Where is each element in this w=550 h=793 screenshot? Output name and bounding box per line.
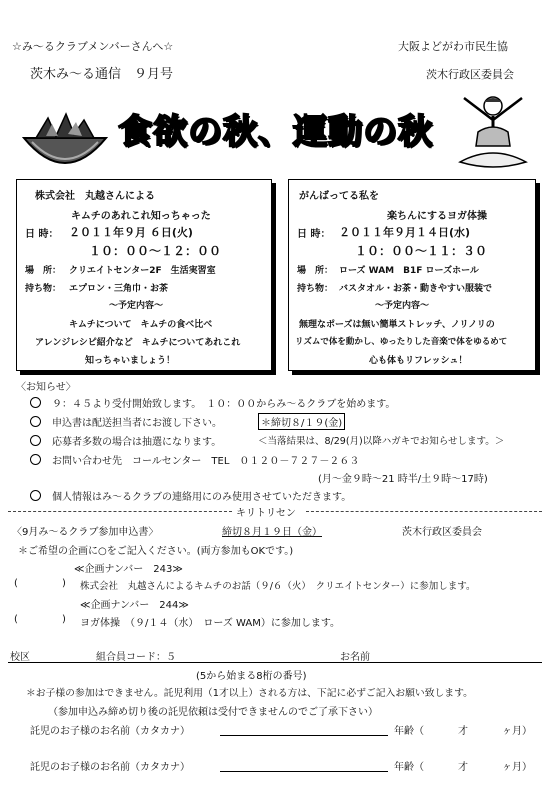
newsletter-title: 茨木み～る通信 ９月号 xyxy=(30,67,174,82)
plan1-label: 株式会社 丸越さんによるキムチのお話（９/６（火） クリエイトセンター）に参加します。 xyxy=(80,581,476,592)
event1-place: クリエイトセンター2F 生活実習室 xyxy=(69,266,216,276)
plan2-paren-close: ) xyxy=(62,614,66,625)
committee-name: 茨木行政区委員会 xyxy=(426,68,514,81)
event2-items-label: 持ち物： xyxy=(297,284,334,294)
plan1-paren-close: ) xyxy=(62,578,66,589)
member-code-note: (5から始まる8桁の番号) xyxy=(196,671,307,682)
bullet-circle-icon xyxy=(30,454,41,465)
event2-subtitle: がんばってる私を xyxy=(299,191,379,202)
event2-date: ２０１１年９月１４日(水) xyxy=(339,226,471,239)
plan1-number: ≪企画ナンバー 243≫ xyxy=(74,564,183,575)
member-info-line[interactable] xyxy=(8,662,542,663)
event2-title: 楽ちんにするヨガ体操 xyxy=(387,211,487,222)
plan2-number: ≪企画ナンバー 244≫ xyxy=(80,600,189,611)
district-label: 校区 xyxy=(10,652,30,663)
notice-privacy: 個人情報はみ～るクラブの連絡用にのみ使用させていただきます。 xyxy=(52,492,352,503)
event2-place: ローズ WAM B1F ローズホール xyxy=(339,266,479,276)
notice-heading: 〈お知らせ〉 xyxy=(16,382,76,393)
bullet-circle-icon xyxy=(30,435,41,446)
event1-date-label: 日 時： xyxy=(25,229,59,240)
event2-date-label: 日 時： xyxy=(297,229,331,240)
notice-hours: (月～金９時～21 時半/土９時～17時) xyxy=(318,474,488,485)
event1-items: エプロン・三角巾・お茶 xyxy=(69,284,169,294)
child-age-sai-2: 才 xyxy=(458,762,468,773)
plan1-checkbox[interactable] xyxy=(22,577,62,591)
event1-items-label: 持ち物： xyxy=(25,284,62,294)
notice-item-1: ９：４５より受付開始致します。 １０：００からみ～るクラブを始めます。 xyxy=(52,399,396,410)
yoga-illustration xyxy=(452,92,534,176)
event1-content-2: アレンジレシピ紹介など キムチについてあれこれ xyxy=(35,338,241,348)
child-age-sai-1: 才 xyxy=(458,726,468,737)
child-name-label-1: 託児のお子様のお名前（カタカナ） xyxy=(30,726,190,737)
event1-organizer: 株式会社 丸越さんによる xyxy=(35,191,155,202)
child-age-label-1: 年齢（ xyxy=(394,726,424,737)
plan2-paren-open: ( xyxy=(14,614,18,625)
child-name-label-2: 託児のお子様のお名前（カタカナ） xyxy=(30,762,190,773)
event1-content-3: 知っちゃいましょう！ xyxy=(85,356,176,366)
plan1-paren-open: ( xyxy=(14,578,18,589)
club-greeting: ☆み～るクラブメンバーさんへ☆ xyxy=(12,40,174,53)
form-deadline: 締切８月１９日（金） xyxy=(222,527,322,538)
kimchi-illustration xyxy=(18,108,112,176)
event2-content-3: 心も体もリフレッシュ！ xyxy=(369,356,468,366)
notice-item-3: 応募者多数の場合は抽選になります。 xyxy=(52,437,222,448)
notice-contact: お問い合わせ先 コールセンター TEL ０１２０－７２７－２６３ xyxy=(52,456,360,467)
plan2-checkbox[interactable] xyxy=(22,613,62,627)
notice-item-2: 申込書は配送担当者にお渡し下さい。 xyxy=(52,418,222,429)
event1-content-1: キムチについて キムチの食べ比べ xyxy=(69,320,213,330)
cut-line-right xyxy=(306,511,542,512)
child-age-month-1: ヶ月） xyxy=(502,726,532,737)
name-label: お名前 xyxy=(340,652,370,663)
event1-title: キムチのあれこれ知っちゃった xyxy=(71,211,211,222)
event2-content-head: ～予定内容～ xyxy=(375,301,430,311)
bullet-circle-icon xyxy=(30,416,41,427)
child-age-label-2: 年齢（ xyxy=(394,762,424,773)
notice-lottery: ＜当落結果は、8/29(月)以降ハガキでお知らせします。＞ xyxy=(258,436,505,447)
event1-place-label: 場 所： xyxy=(25,266,62,276)
event2-items: バスタオル・お茶・動きやすい服装で xyxy=(339,284,493,294)
form-instruction: ＊ご希望の企画に○をご記入ください。(両方参加もOKです。) xyxy=(18,546,294,557)
childcare-deadline-note: （参加申込み締め切り後の託児依頼は受付できませんのでご了承下さい） xyxy=(48,707,378,718)
childcare-note: ＊お子様の参加はできません。託児利用（1才以上）される方は、下記に必ずご記入お願い致します。 xyxy=(26,688,473,699)
event2-content-1: 無理なポーズは無い簡単ストレッチ、ノリノリの xyxy=(299,320,495,330)
event2-place-label: 場 所： xyxy=(297,266,334,276)
cut-line-label: キリトリセン xyxy=(236,508,296,519)
child-age-month-2: ヶ月） xyxy=(502,762,532,773)
event2-time: １０：００～１１：３０ xyxy=(355,244,488,258)
event1-content-head: ～予定内容～ xyxy=(109,301,164,311)
child-name-field-1[interactable] xyxy=(220,735,388,736)
form-committee: 茨木行政区委員会 xyxy=(402,527,482,538)
bullet-circle-icon xyxy=(30,490,41,501)
plan2-label: ヨガ体操 （９/１４（水） ローズ WAM）に参加します。 xyxy=(80,618,341,629)
notice-deadline: ＊締切８/１９(金) xyxy=(258,413,345,430)
child-name-field-2[interactable] xyxy=(220,771,388,772)
event-box-yoga xyxy=(288,179,536,371)
banner-title: 食欲の秋、運動の秋 xyxy=(118,112,433,152)
event2-content-2: リズムで体を動かし、ゆったりした音楽で体をゆるめて xyxy=(295,337,508,347)
cut-line-left xyxy=(8,511,232,512)
form-title: 〈9月み～るクラブ参加申込書〉 xyxy=(12,527,159,538)
event1-date: ２０１１年９月 ６日(火) xyxy=(69,226,193,239)
bullet-circle-icon xyxy=(30,397,41,408)
coop-name: 大阪よどがわ市民生協 xyxy=(398,40,508,53)
member-code-label: 組合員コード：５ xyxy=(96,652,176,663)
event1-time: １０：００～１２：００ xyxy=(89,244,222,258)
event-box-kimchi xyxy=(16,179,272,371)
